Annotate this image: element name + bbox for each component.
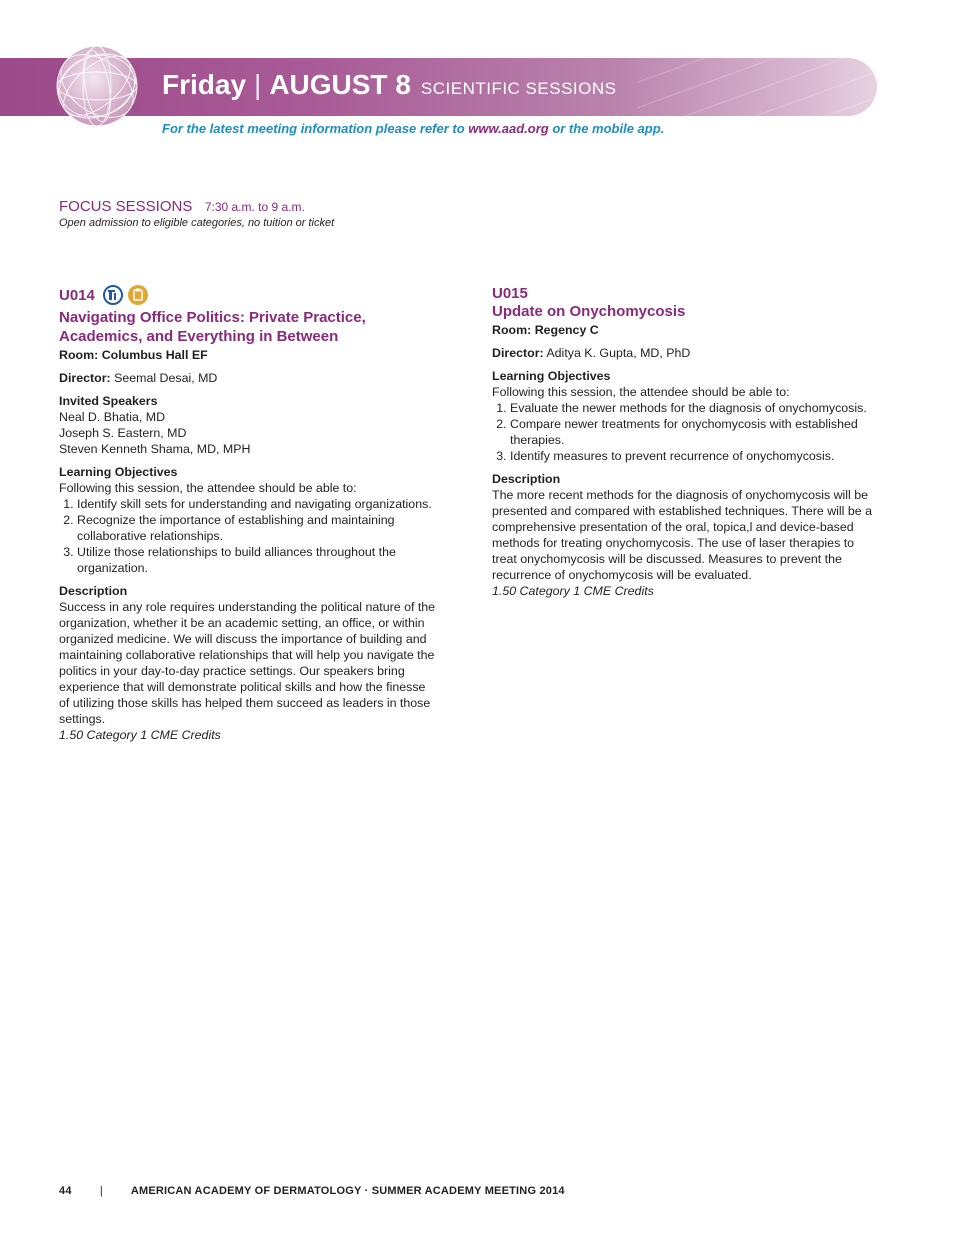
- objectives-intro: Following this session, the attendee should be able to:: [492, 385, 790, 399]
- objective-item: 2. Recognize the importance of establishing and maintaining collaborative relationships.: [77, 512, 439, 544]
- room-label: Room:: [59, 348, 99, 362]
- room-line: [492, 322, 872, 338]
- objective-item: 1. Identify skill sets for understanding and navigating organizations.: [77, 496, 439, 512]
- objective-item: 2. Compare newer treatments for onychomycosis with established therapies.: [510, 416, 872, 448]
- page-header-title: [162, 69, 616, 109]
- objectives-intro: Following this session, the attendee should be able to:: [59, 481, 357, 495]
- description-label: Description: [59, 584, 128, 598]
- session-title-line: Update on Onychomycosis: [492, 303, 686, 320]
- room-line: [59, 347, 439, 363]
- globe-logo-icon: [56, 45, 138, 127]
- room-value: Regency C: [534, 323, 599, 337]
- session-code-text: U015: [492, 285, 528, 302]
- page-footer: [59, 1185, 565, 1197]
- cme-credits: 1.50 Category 1 CME Credits: [59, 728, 221, 742]
- latest-info-tail: or the mobile app.: [548, 121, 665, 136]
- objectives-list: [492, 400, 872, 464]
- aad-link[interactable]: www.aad.org: [468, 121, 549, 136]
- director-value: Aditya K. Gupta, MD, PhD: [546, 346, 691, 360]
- footer-separator: |: [99, 1185, 103, 1197]
- header-subtitle: SCIENTIFIC SESSIONS: [420, 79, 617, 98]
- objective-item: 1. Evaluate the newer methods for the diagnosis of onychomycosis.: [510, 400, 872, 416]
- session-u015: [492, 285, 872, 599]
- latest-info-line: [162, 121, 664, 136]
- director-value: Seemal Desai, MD: [114, 371, 218, 385]
- description-text: The more recent methods for the diagnosis of onychomycosis will be presented and compared with established techniques. There will be a comprehensive presentation of the oral, topica,l and device-based methods for treating onychomycosis. The use of laser therapies to treat onychomycosis will be discussed. Measures to prevent the recurrence of onychomycosis will be evaluated.: [492, 488, 872, 582]
- objectives-label: Learning Objectives: [59, 465, 178, 479]
- residents-icon: [103, 285, 123, 305]
- latest-info-text: For the latest meeting information please refer to: [162, 121, 469, 136]
- description-text: Success in any role requires understanding the political nature of the organization, whether it be an academic setting, an office, or within organized medicine. We will discuss the importance of building and maintaining collaborative relationships that will help you navigate the politics in your day-to-day practice settings. Our speakers bring experience that will demonstrate political skills and how the finesse of utilizing those skills has helped them succeed as leaders in those settings.: [59, 600, 436, 726]
- session-code: [492, 285, 872, 302]
- room-value: Columbus Hall EF: [101, 348, 208, 362]
- session-title-line: Navigating Office Politics: Private Practice,: [59, 309, 366, 326]
- session-title: [492, 302, 872, 321]
- speaker-item: Joseph S. Eastern, MD: [59, 426, 187, 440]
- footer-text: AMERICAN ACADEMY OF DERMATOLOGY · SUMMER ACADEMY MEETING 2014: [130, 1185, 565, 1197]
- focus-time: 7:30 a.m. to 9 a.m.: [204, 200, 305, 214]
- header-day: Friday: [162, 69, 247, 100]
- session-title-line: Academics, and Everything in Between: [59, 328, 339, 345]
- focus-note: Open admission to eligible categories, no tuition or ticket: [59, 217, 335, 229]
- description-label: Description: [492, 472, 561, 486]
- room-label: Room:: [492, 323, 532, 337]
- focus-title: FOCUS SESSIONS: [59, 198, 193, 215]
- director-label: Director:: [59, 371, 111, 385]
- objectives-list: [59, 496, 439, 576]
- speaker-item: Neal D. Bhatia, MD: [59, 410, 166, 424]
- objective-item: 3. Identify measures to prevent recurrence of onychomycosis.: [510, 448, 872, 464]
- header-separator: |: [254, 69, 262, 100]
- director-line: [59, 370, 439, 386]
- page-number: 44: [59, 1185, 72, 1197]
- speakers-label: Invited Speakers: [59, 394, 158, 408]
- session-title: [59, 308, 439, 346]
- director-label: Director:: [492, 346, 544, 360]
- ticket-icon: [128, 285, 148, 305]
- director-line: [492, 345, 872, 361]
- objectives-label: Learning Objectives: [492, 369, 611, 383]
- header-date: AUGUST 8: [269, 69, 411, 100]
- focus-sessions-heading: [59, 198, 305, 216]
- session-code: [59, 285, 439, 305]
- session-u014: [59, 285, 439, 743]
- objective-item: 3. Utilize those relationships to build alliances throughout the organization.: [77, 544, 439, 576]
- speaker-item: Steven Kenneth Shama, MD, MPH: [59, 442, 251, 456]
- session-code-text: U014: [59, 286, 95, 304]
- cme-credits: 1.50 Category 1 CME Credits: [492, 584, 654, 598]
